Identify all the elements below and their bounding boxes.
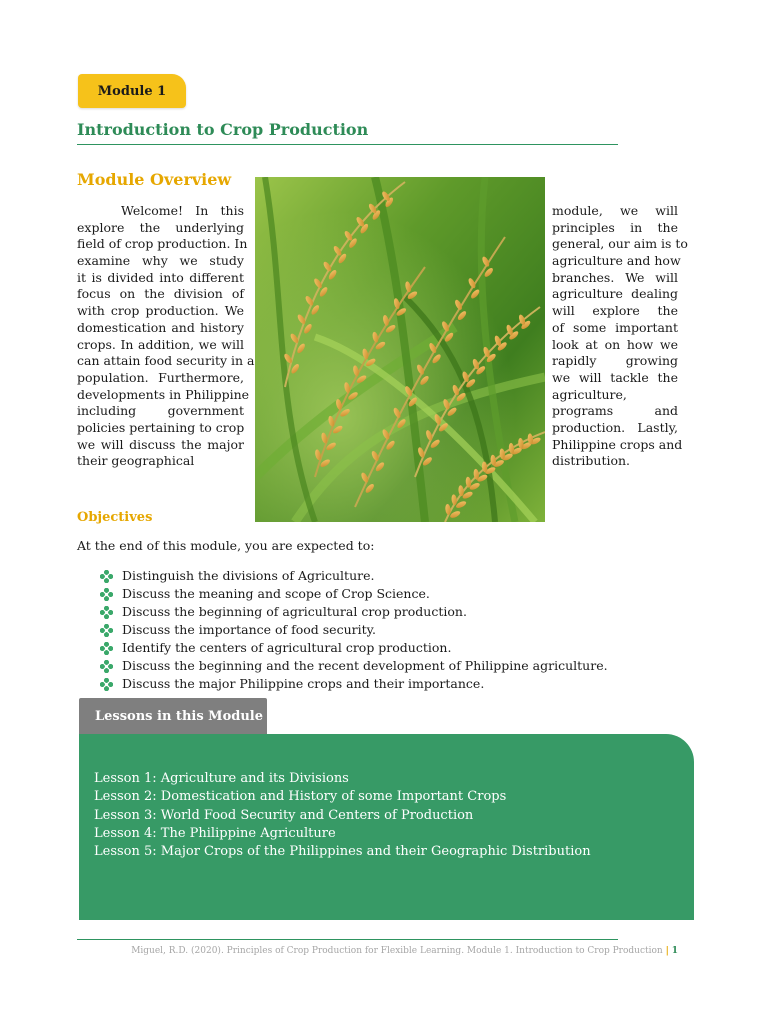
- overview-line: agriculture and how: [552, 253, 681, 269]
- overview-line: domestication and history: [77, 319, 244, 335]
- objective-item: Identify the centers of agricultural crop production.: [100, 639, 608, 657]
- overview-line: branches. We will: [552, 269, 678, 285]
- overview-line: we will discuss the major: [77, 436, 244, 452]
- overview-line: look at on how we: [552, 336, 678, 352]
- overview-line: examine why we study: [77, 253, 244, 269]
- objectives-list: [100, 567, 608, 693]
- overview-line: agriculture,: [552, 386, 627, 402]
- diamond-bullet-icon: [100, 606, 113, 619]
- title-divider: [77, 144, 618, 145]
- overview-line: we will tackle the: [552, 369, 678, 385]
- overview-line: population. Furthermore,: [77, 369, 244, 385]
- diamond-bullet-icon: [100, 570, 113, 583]
- page-title: Introduction to Crop Production: [77, 120, 369, 139]
- objective-item: Discuss the importance of food security.: [100, 621, 608, 639]
- overview-line: policies pertaining to crop: [77, 419, 245, 435]
- overview-heading: Module Overview: [77, 170, 232, 189]
- diamond-bullet-icon: [100, 588, 113, 601]
- overview-line: Welcome! In this: [121, 203, 244, 218]
- objectives-heading: Objectives: [77, 510, 153, 525]
- overview-line: principles in the: [552, 219, 678, 235]
- lesson-item: Lesson 1: Agriculture and its Divisions: [94, 771, 349, 786]
- overview-line: including government: [77, 403, 244, 419]
- overview-line: can attain food security in a: [77, 353, 255, 369]
- overview-line: programs and: [552, 403, 678, 419]
- page-number: 1: [671, 946, 678, 956]
- overview-line: production. Lastly,: [552, 419, 678, 435]
- overview-line: of some important: [552, 319, 678, 335]
- overview-line: crops. In addition, we will: [77, 336, 244, 352]
- module-badge: Module 1: [78, 74, 186, 108]
- overview-line: it is divided into different: [77, 269, 244, 285]
- overview-line: general, our aim is to: [552, 236, 688, 252]
- lesson-item: Lesson 5: Major Crops of the Philippines and their Geographic Distribution: [94, 844, 591, 860]
- overview-right-column: [552, 203, 688, 470]
- overview-line: will explore the: [552, 303, 678, 319]
- objective-item: Distinguish the divisions of Agriculture.: [100, 567, 608, 585]
- footer-separator: |: [665, 946, 669, 956]
- objective-item: Discuss the meaning and scope of Crop Science.: [100, 585, 608, 603]
- rice-plant-photo: [255, 177, 545, 522]
- footer-citation-text: Miguel, R.D. (2020). Principles of Crop Production for Flexible Learning. Module 1. Introduction to Crop Production: [131, 946, 663, 956]
- overview-line: rapidly growing: [552, 353, 678, 369]
- overview-line: focus on the division of: [77, 286, 244, 302]
- diamond-bullet-icon: [100, 624, 113, 637]
- footer-citation: [131, 946, 678, 956]
- lesson-item: Lesson 2: Domestication and History of some Important Crops: [94, 789, 507, 805]
- lessons-list: [94, 770, 591, 861]
- overview-line: distribution.: [552, 453, 631, 469]
- overview-line: with crop production. We: [77, 303, 244, 319]
- objective-item: Discuss the major Philippine crops and their importance.: [100, 675, 608, 693]
- lessons-tab: Lessons in this Module: [79, 698, 267, 734]
- overview-line: explore the underlying: [77, 219, 244, 235]
- overview-line: developments in Philippine: [77, 386, 250, 402]
- overview-line: field of crop production. In: [77, 236, 248, 252]
- diamond-bullet-icon: [100, 642, 113, 655]
- overview-left-column: [77, 203, 255, 470]
- overview-line: module, we will: [552, 203, 678, 218]
- objective-item: Discuss the beginning and the recent development of Philippine agriculture.: [100, 657, 608, 675]
- lesson-item: Lesson 3: World Food Security and Centers of Production: [94, 807, 474, 823]
- footer-divider: [77, 939, 618, 940]
- diamond-bullet-icon: [100, 660, 113, 673]
- diamond-bullet-icon: [100, 678, 113, 691]
- objectives-intro: At the end of this module, you are expected to:: [77, 538, 375, 553]
- objective-item: Discuss the beginning of agricultural crop production.: [100, 603, 608, 621]
- overview-line: Philippine crops and: [552, 436, 683, 452]
- lesson-item: Lesson 4: The Philippine Agriculture: [94, 825, 336, 841]
- overview-line: their geographical: [77, 453, 195, 469]
- overview-line: agriculture dealing: [552, 286, 678, 302]
